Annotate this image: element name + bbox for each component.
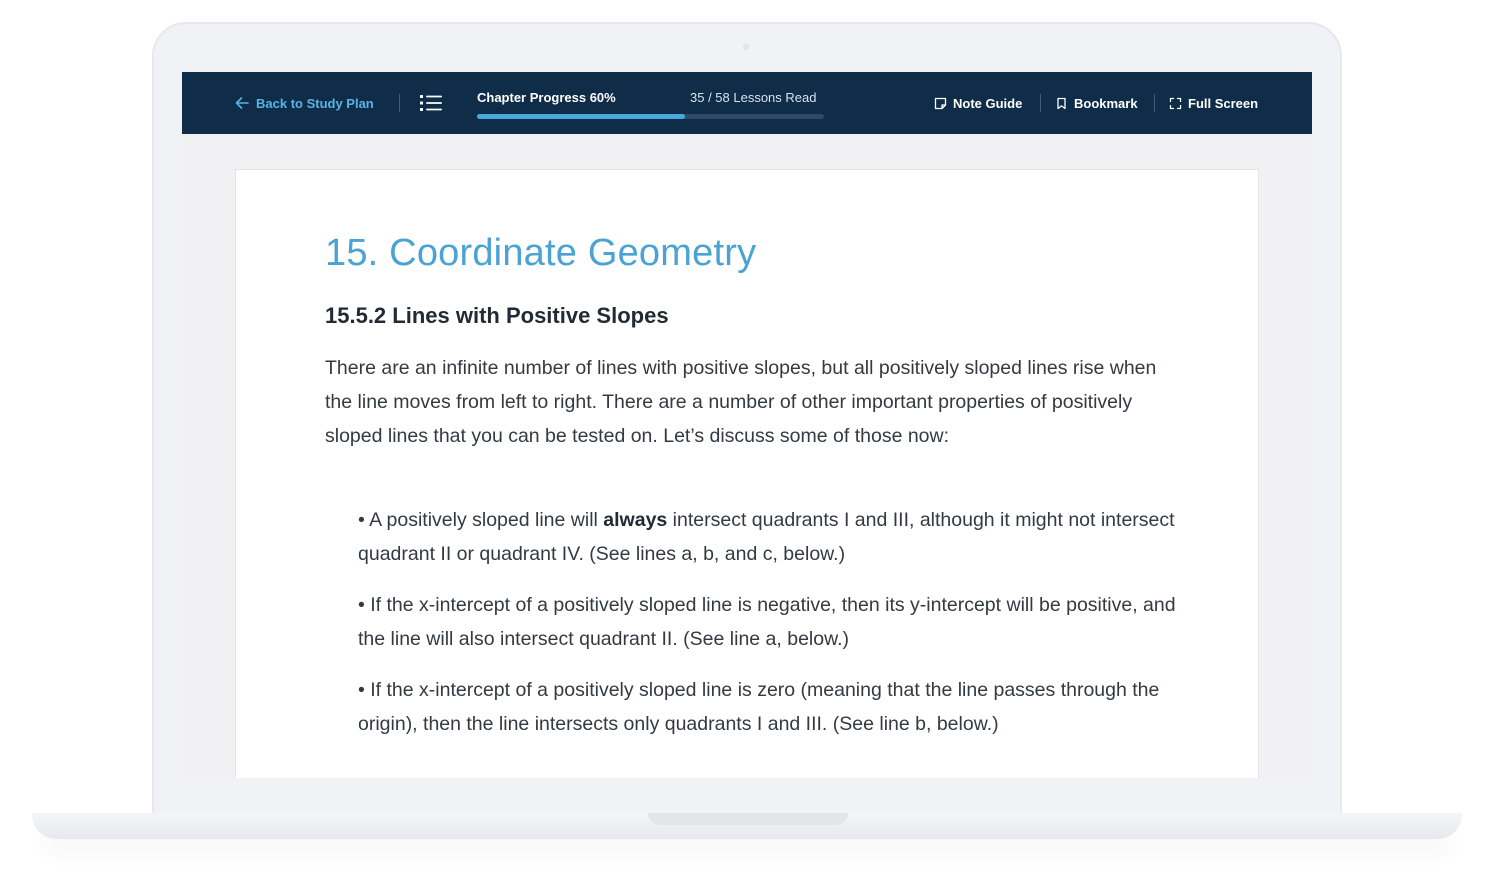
bullet-item: • If the x-intercept of a positively sloped line is zero (meaning that the line passes through the origin), then the line intersects only quadrants I and III. (See line b, below.) — [358, 679, 1160, 735]
divider — [399, 94, 400, 112]
top-navigation-bar — [182, 72, 1312, 134]
chapter-progress-bar — [477, 114, 824, 119]
lessons-read-count: 35 / 58 Lessons Read — [690, 90, 817, 105]
camera-dot — [743, 44, 749, 50]
divider — [1154, 94, 1155, 112]
list-menu-icon[interactable] — [419, 92, 443, 114]
intro-paragraph: There are an infinite number of lines with positive slopes, but all positively sloped lines rise when the line moves from left to right. There are a number of other important properties of positively sloped lines that you can be tested on. Let’s discuss some of those now: — [325, 357, 1157, 447]
full-screen-button[interactable] — [1169, 93, 1258, 113]
fullscreen-icon — [1169, 97, 1182, 110]
lesson-content-card — [235, 169, 1259, 778]
back-to-study-plan-link[interactable] — [234, 93, 374, 113]
bullet-text: • A positively sloped line will — [358, 509, 604, 531]
section-title: 15.5.2 Lines with Positive Slopes — [325, 303, 669, 328]
note-icon — [934, 97, 947, 110]
bookmark-label: Bookmark — [1074, 95, 1138, 111]
divider — [1040, 94, 1041, 112]
chapter-title: 15. Coordinate Geometry — [325, 232, 757, 274]
bookmark-button[interactable] — [1055, 93, 1138, 113]
full-screen-label: Full Screen — [1188, 95, 1259, 111]
note-guide-button[interactable] — [934, 93, 1022, 113]
laptop-base-notch — [648, 813, 848, 825]
bullet-item — [358, 503, 1178, 571]
arrow-left-icon — [234, 95, 250, 111]
back-link-label: Back to Study Plan — [256, 95, 374, 111]
bullet-item: • If the x-intercept of a positively sloped line is negative, then its y-intercept will be positive, and the line will also intersect quadrant II. (See line a, below.) — [358, 594, 1176, 650]
bullet-emphasis: always — [603, 509, 668, 531]
bookmark-icon — [1055, 97, 1068, 110]
chapter-progress-label: Chapter Progress 60% — [477, 90, 616, 105]
screen — [182, 72, 1312, 778]
chapter-progress-fill — [477, 114, 685, 119]
note-guide-label: Note Guide — [953, 95, 1023, 111]
bullet-text: intersect quadrants I and III, although it might not intersect quadrant II or quadrant IV. (See lines a, b, and c, below.) — [358, 509, 1175, 565]
